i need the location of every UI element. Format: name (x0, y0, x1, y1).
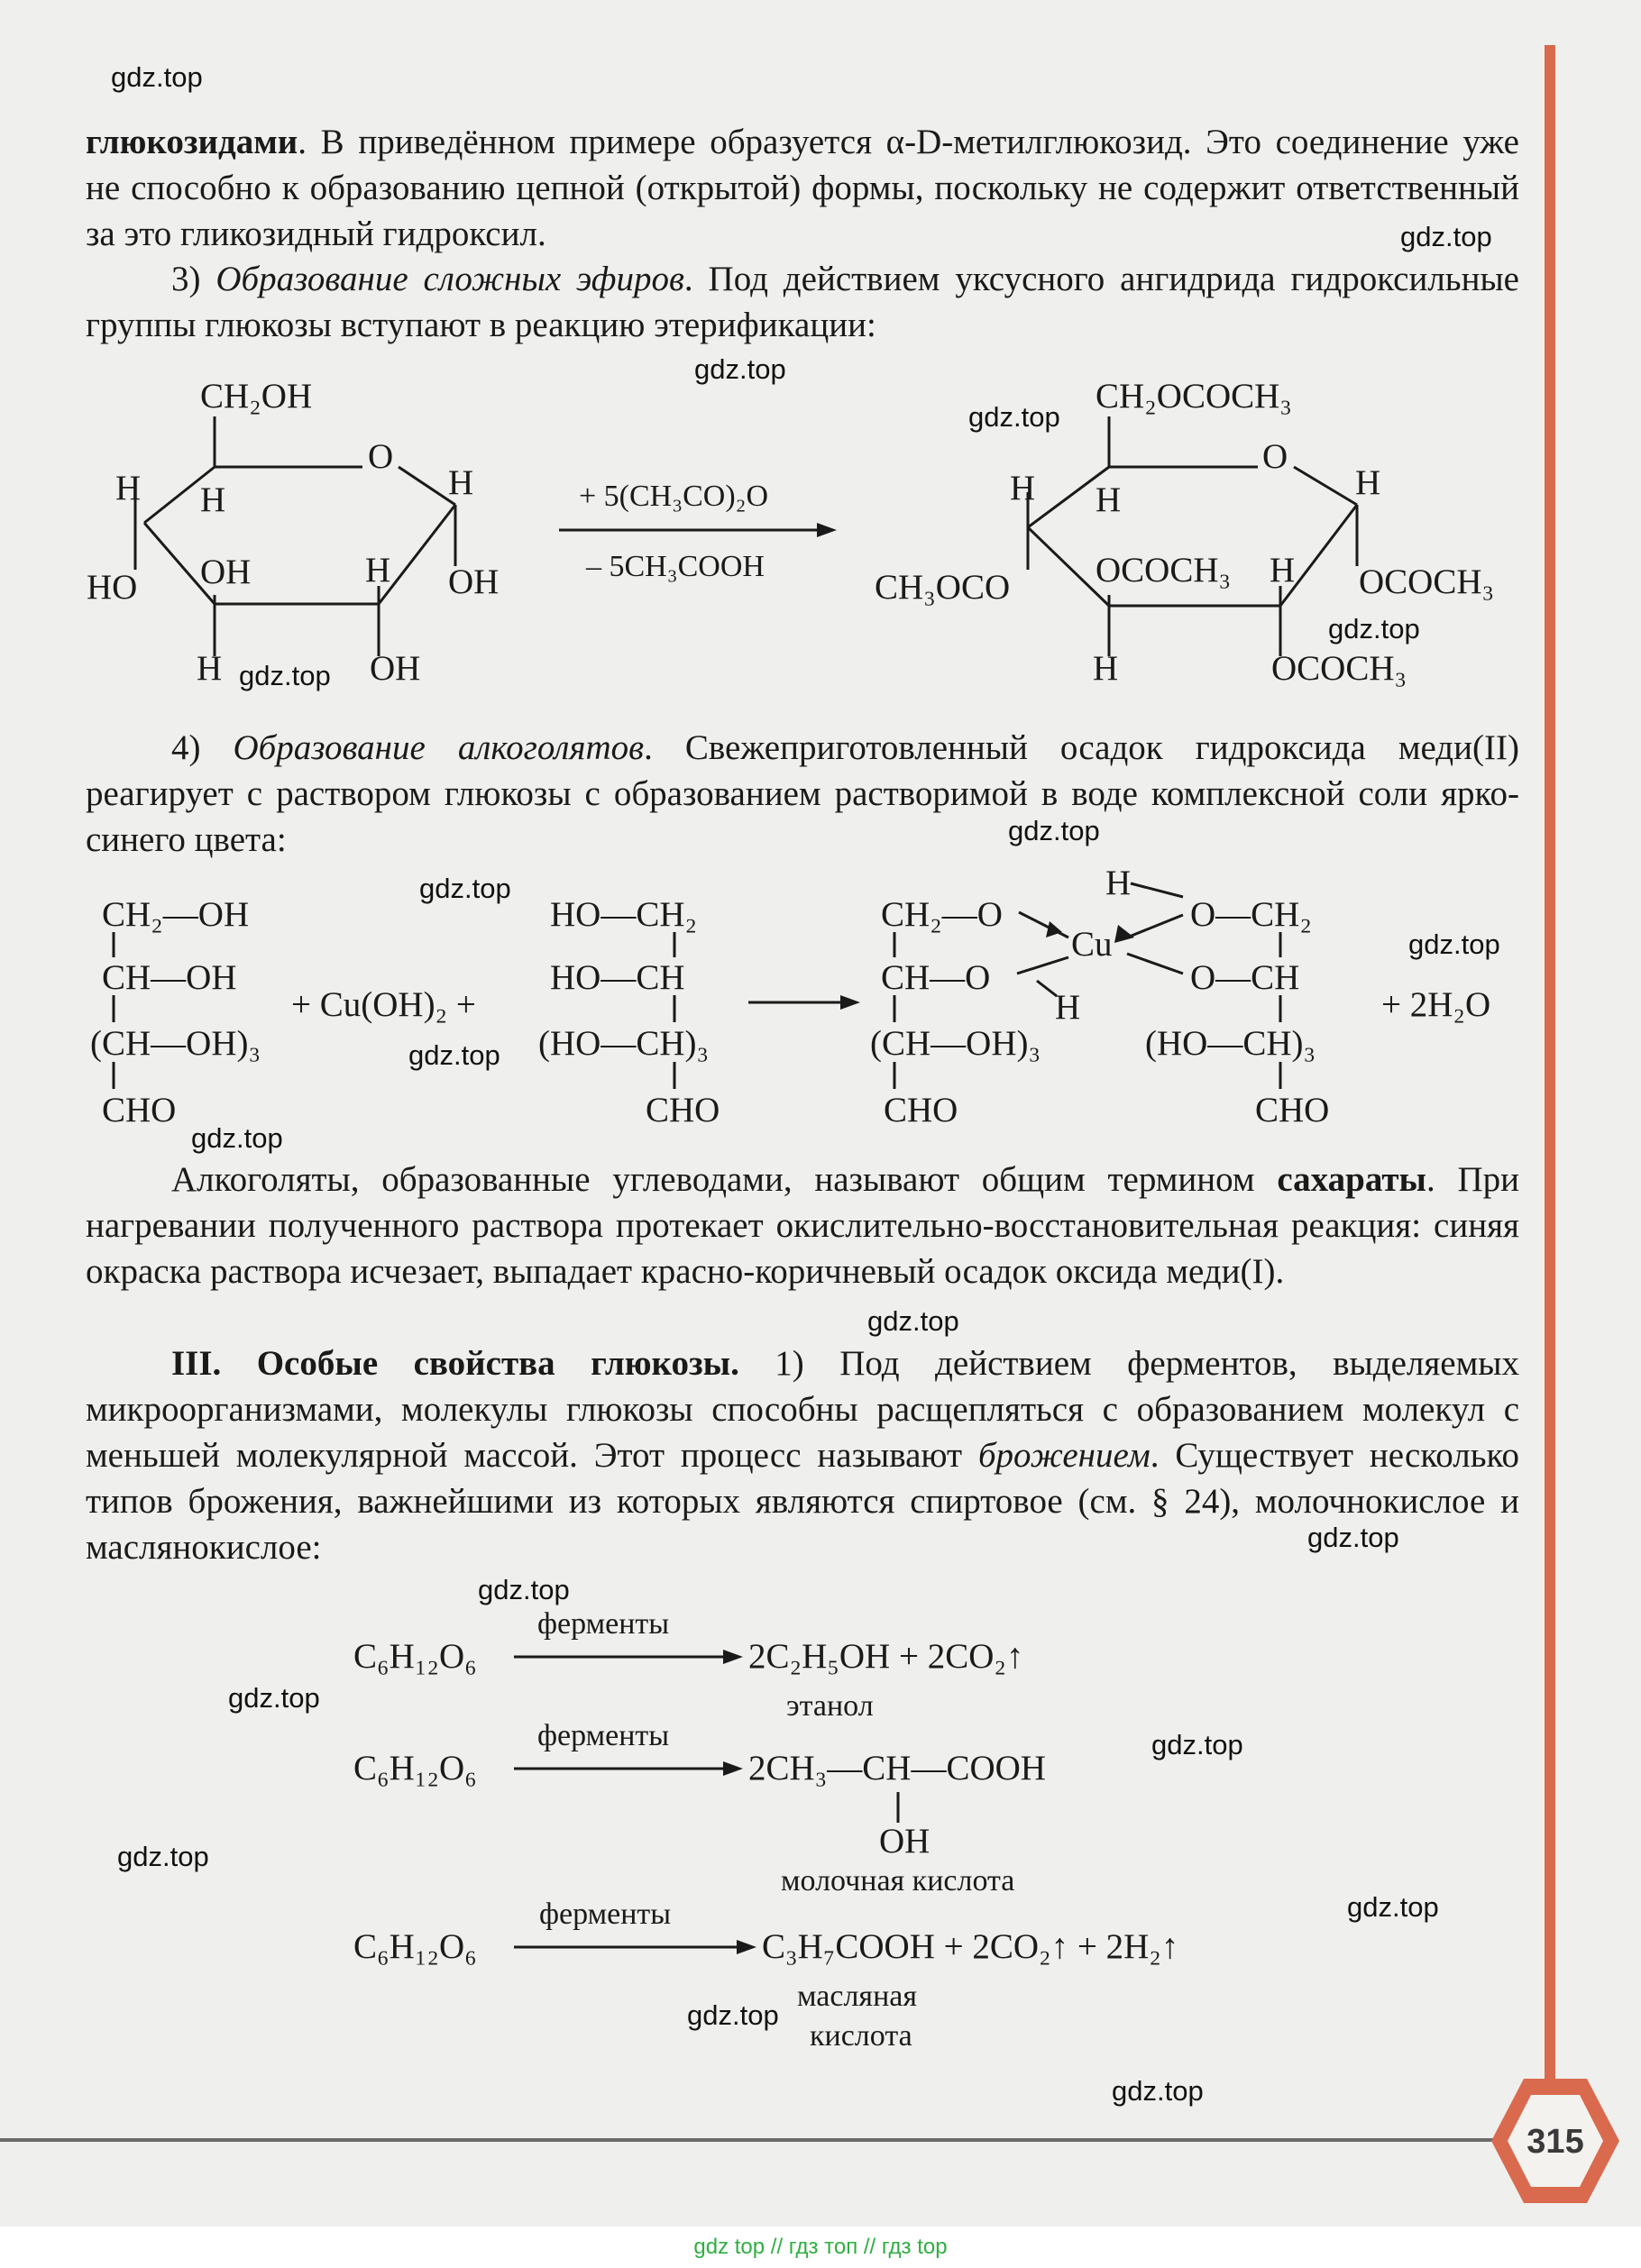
term-fermentation: брожением (977, 1436, 1151, 1475)
footer-links[interactable]: gdz top // гдз топ // гдз top (693, 2235, 948, 2259)
paragraph-alkoxides (86, 725, 1519, 863)
group-ococh3: OCOCH₃ (1271, 649, 1407, 688)
formula-row: HO—CH₂ (550, 895, 698, 934)
watermark: gdz.top (117, 1841, 209, 1872)
heading-alkoxides: Образование алкоголятов (233, 728, 645, 767)
group-ch2oh: CH₂OH (200, 377, 313, 416)
formula-row: CHO (646, 1091, 720, 1129)
bottom-links-bar (0, 2227, 1641, 2268)
paragraph-text: . В приведённом примере образуется α-D-метилглюкозид. Это соединение уже не способно к образованию цепной (открытой) формы, поскольку не содержит ответственный за это гликозидный гидроксил. (86, 123, 1519, 253)
section-heading: III. Особые свойства глюкозы. (171, 1344, 739, 1383)
formula-row: O—CH₂ (1190, 895, 1312, 934)
paragraph-special-properties (86, 1340, 1519, 1570)
atom-h: H (115, 469, 142, 508)
reagent-copper-hydroxide: + Cu(OH)₂ + (291, 985, 476, 1024)
ring-oxygen: O (1262, 437, 1288, 476)
product-formula: C₃H₇COOH + 2CO₂↑ + 2H₂↑ (762, 1927, 1179, 1966)
atom-h: H (1355, 463, 1381, 502)
formula-row: CH₂—O (881, 895, 1003, 934)
paragraph-text: . Свежеприготовленный осадок гидроксида меди(II) реагирует с раствором глюкозы с образованием растворимой в воде комплексной соли ярко-синего цвета: (86, 728, 1519, 859)
watermark: gdz.top (228, 1682, 320, 1714)
formula-row: (CH—OH)₃ (870, 1024, 1041, 1063)
formula-row: CHO (884, 1091, 958, 1129)
atom-copper: Cu (1071, 925, 1113, 964)
catalyst-label: ферменты (537, 1607, 670, 1641)
atom-h: H (1093, 649, 1119, 688)
byproduct-water: + 2H₂O (1381, 985, 1491, 1024)
term-saccharates: сахараты (1277, 1160, 1426, 1199)
watermark: gdz.top (694, 353, 786, 385)
product-name: молочная кислота (781, 1864, 1015, 1898)
watermark: gdz.top (1347, 1891, 1439, 1923)
watermark: gdz.top (1008, 815, 1100, 846)
product-name: кислота (810, 2019, 912, 2053)
formula-row: CH₂—OH (102, 895, 250, 934)
product-formula: 2CH₃—CH—COOH (748, 1749, 1046, 1788)
watermark: gdz.top (239, 660, 331, 691)
page-number: 315 (1526, 2123, 1584, 2161)
product-name: этанол (786, 1689, 874, 1723)
paragraph-saccharates (86, 1157, 1519, 1294)
watermark: gdz.top (1400, 221, 1492, 252)
watermark: gdz.top (1151, 1729, 1243, 1760)
bottom-rule (0, 2138, 1533, 2142)
item-number: 4) (171, 728, 234, 767)
watermark: gdz.top (1307, 1522, 1399, 1553)
atom-h: H (1055, 988, 1081, 1027)
byproduct-acetic-acid: – 5CH₃COOH (586, 550, 765, 583)
item-number: 3) (171, 260, 216, 298)
formula-row: (HO—CH)₃ (538, 1024, 710, 1063)
catalyst-label: ферменты (537, 1719, 670, 1752)
watermark: gdz.top (968, 401, 1060, 433)
glucose-formula: C₆H₁₂O₆ (353, 1927, 477, 1966)
paragraph-text: . При нагревании полученного раствора протекает окислительно-восстановительная реакция: синяя окраска раствора исчезает, выпадает красно-коричневый осадок оксида меди(I). (86, 1160, 1519, 1291)
formula-row: CHO (102, 1091, 177, 1129)
group-oh: OH (370, 649, 421, 688)
formula-row: CH—O (881, 958, 991, 997)
atom-h: H (448, 463, 474, 502)
watermark: gdz.top (111, 61, 203, 93)
watermark: gdz.top (191, 1122, 283, 1154)
group-oh: OH (879, 1822, 931, 1861)
watermark: gdz.top (408, 1039, 500, 1071)
watermark: gdz.top (867, 1305, 959, 1337)
atom-h: H (1096, 480, 1122, 519)
paragraph-text: Алкоголяты, образованные углеводами, называют общим термином (171, 1160, 1278, 1199)
glucose-formula: C₆H₁₂O₆ (353, 1749, 477, 1788)
watermark: gdz.top (687, 1999, 779, 2031)
watermark: gdz.top (1112, 2075, 1204, 2107)
watermark: gdz.top (1408, 928, 1500, 960)
formula-row: CH—OH (102, 958, 237, 997)
watermark: gdz.top (1328, 613, 1420, 645)
page-edge-stripe (1545, 45, 1555, 2145)
group-ococh3: OCOCH₃ (1096, 551, 1232, 590)
watermark: gdz.top (419, 873, 511, 904)
atom-h: H (1010, 469, 1036, 508)
atom-h: H (200, 480, 226, 519)
group-ho: HO (87, 568, 138, 607)
paragraph-text: . Существует несколько типов брожения, важнейшими из которых являются спиртовое (см. § 24), молочнокислое и маслянокислое: (86, 1436, 1519, 1567)
group-ch2ococh3: CH₂OCOCH₃ (1096, 377, 1292, 416)
catalyst-label: ферменты (539, 1898, 672, 1931)
paragraph-text: . Под действием уксусного ангидрида гидроксильные группы глюкозы вступают в реакцию этерификации: (86, 260, 1519, 344)
formula-row: (HO—CH)₃ (1145, 1024, 1316, 1063)
formula-row: (CH—OH)₃ (90, 1024, 261, 1063)
watermark: gdz.top (478, 1574, 570, 1605)
atom-h: H (1270, 551, 1296, 590)
group-ococh3: OCOCH₃ (1359, 562, 1495, 601)
atom-h: H (365, 551, 391, 590)
atom-h: H (1105, 864, 1132, 902)
term-glucosides: глюкозидами (86, 123, 298, 161)
product-name: масляная (797, 1980, 917, 2013)
paragraph-glucosides (86, 119, 1519, 257)
group-ch3oco: CH₃OCO (875, 568, 1011, 607)
glucose-formula: C₆H₁₂O₆ (353, 1637, 477, 1676)
product-formula: 2C₂H₅OH + 2CO₂↑ (748, 1637, 1024, 1676)
reagent-anhydride: + 5(CH₃CO)₂O (579, 480, 769, 513)
group-oh: OH (448, 562, 500, 601)
group-oh: OH (200, 553, 252, 591)
atom-h: H (197, 649, 223, 688)
paragraph-text: 1) Под действием ферментов, выделяемых микроорганизмами, молекулы глюкозы способны расщепляться с образованием молекул с меньшей молекулярной массой. Этот процесс называют (86, 1344, 1519, 1475)
paragraph-esters (86, 256, 1519, 348)
heading-esters: Образование сложных эфиров (215, 260, 684, 298)
formula-row: CHO (1255, 1091, 1330, 1129)
formula-row: HO—CH (550, 958, 685, 997)
page-number-badge (1488, 2073, 1623, 2209)
formula-row: O—CH (1190, 958, 1300, 997)
ring-oxygen: O (368, 437, 394, 476)
